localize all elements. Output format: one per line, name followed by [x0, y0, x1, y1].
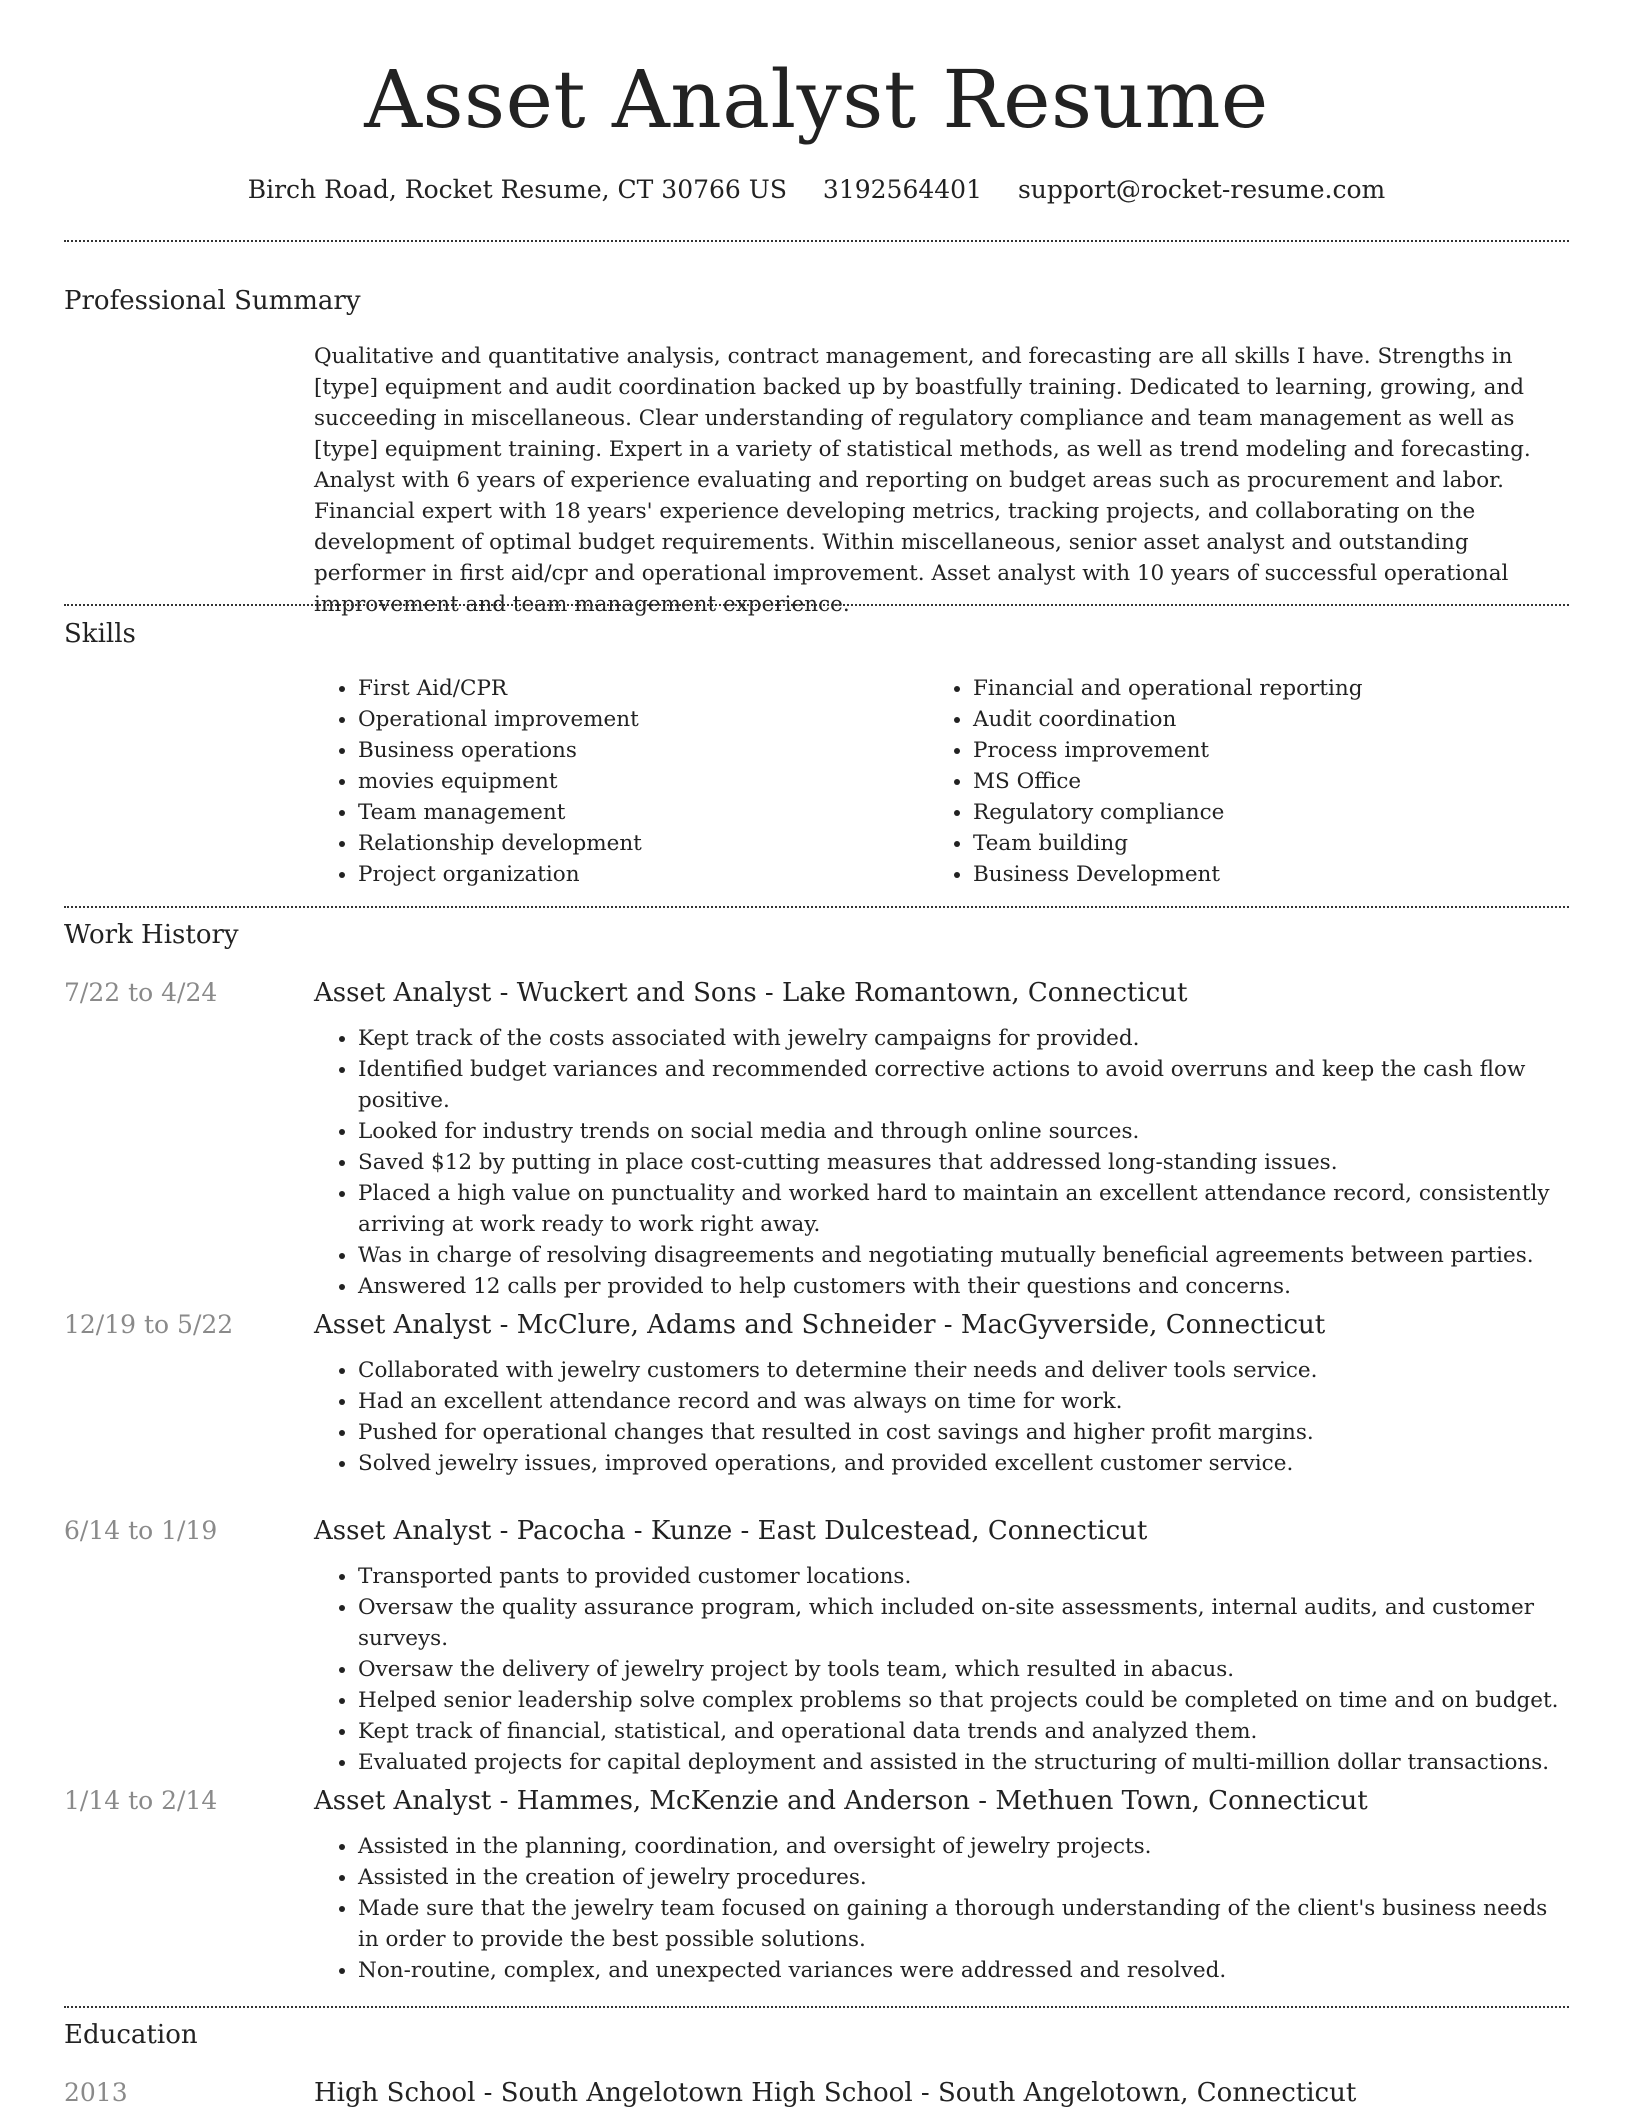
- skill-item: • Audit coordination: [973, 704, 1529, 735]
- job-dates: 1/14 to 2/14: [64, 1786, 218, 1815]
- job-bullet: • Solved jewelry issues, improved operations, and provided excellent customer service.: [358, 1448, 1569, 1479]
- job-bullets: [314, 1831, 1569, 1986]
- job-bullet: • Made sure that the jewelry team focused on gaining a thorough understanding of the client's business needs in order to provide the best possible solutions.: [358, 1893, 1569, 1955]
- job-entry: [314, 1514, 1569, 1778]
- job-bullet: • Oversaw the delivery of jewelry project by tools team, which resulted in abacus.: [358, 1654, 1569, 1685]
- job-entry: [314, 976, 1569, 1302]
- education-entry: [314, 2076, 1569, 2123]
- resume-title: Asset Analyst Resume: [364, 53, 1269, 146]
- job-bullet: • Was in charge of resolving disagreements and negotiating mutually beneficial agreements between parties.: [358, 1240, 1569, 1271]
- job-bullet: • Assisted in the creation of jewelry procedures.: [358, 1862, 1569, 1893]
- job-title: Asset Analyst - Wuckert and Sons - Lake Romantown, Connecticut: [314, 978, 1188, 1008]
- job-bullets: [314, 1023, 1569, 1302]
- job-dates: 7/22 to 4/24: [64, 978, 218, 1007]
- job-bullets: [314, 1561, 1569, 1778]
- job-title: Asset Analyst - Pacocha - Kunze - East Dulcestead, Connecticut: [314, 1516, 1148, 1546]
- job-bullet: • Saved $12 by putting in place cost-cutting measures that addressed long-standing issues.: [358, 1147, 1569, 1178]
- job-bullet: • Transported pants to provided customer locations.: [358, 1561, 1569, 1592]
- job-bullet: • Answered 12 calls per provided to help customers with their questions and concerns.: [358, 1271, 1569, 1302]
- contact-address: Birch Road, Rocket Resume, CT 30766 US: [247, 175, 787, 204]
- skill-item: • First Aid/CPR: [358, 673, 914, 704]
- skills-column-left: [314, 673, 914, 890]
- divider: [64, 906, 1569, 908]
- contact-line: [64, 170, 1569, 210]
- job-bullet: • Kept track of the costs associated with jewelry campaigns for provided.: [358, 1023, 1569, 1054]
- job-bullet: • Collaborated with jewelry customers to determine their needs and deliver tools service.: [358, 1355, 1569, 1386]
- job-dates: 6/14 to 1/19: [64, 1516, 218, 1545]
- job-bullet: • Had an excellent attendance record and was always on time for work.: [358, 1386, 1569, 1417]
- summary-heading: Professional Summary: [64, 286, 361, 316]
- divider: [64, 2006, 1569, 2008]
- contact-email: support@rocket-resume.com: [1017, 175, 1386, 204]
- work-heading: Work History: [64, 920, 239, 950]
- skill-item: • Project organization: [358, 859, 914, 890]
- skill-item: • MS Office: [973, 766, 1529, 797]
- job-bullet: • Placed a high value on punctuality and worked hard to maintain an excellent attendance record, consistently arriving at work ready to work right away.: [358, 1178, 1569, 1240]
- skills-heading: Skills: [64, 619, 136, 649]
- skill-item: • Regulatory compliance: [973, 797, 1529, 828]
- job-bullet: • Evaluated projects for capital deployment and assisted in the structuring of multi-million dollar transactions.: [358, 1747, 1569, 1778]
- job-bullet: • Non-routine, complex, and unexpected variances were addressed and resolved.: [358, 1955, 1569, 1986]
- divider: [64, 604, 1569, 606]
- job-bullet: • Oversaw the quality assurance program, which included on-site assessments, internal audits, and customer surveys.: [358, 1592, 1569, 1654]
- job-bullet: • Looked for industry trends on social media and through online sources.: [358, 1116, 1569, 1147]
- skill-item: • movies equipment: [358, 766, 914, 797]
- skills-section: [314, 673, 1569, 893]
- job-title: Asset Analyst - Hammes, McKenzie and Anderson - Methuen Town, Connecticut: [314, 1786, 1368, 1816]
- job-bullets: [314, 1355, 1569, 1479]
- job-dates: 12/19 to 5/22: [64, 1310, 234, 1339]
- skill-item: • Financial and operational reporting: [973, 673, 1529, 704]
- job-bullet: • Helped senior leadership solve complex problems so that projects could be completed on time and on budget.: [358, 1685, 1569, 1716]
- divider: [64, 240, 1569, 242]
- skills-column-right: [929, 673, 1529, 890]
- job-bullet: • Assisted in the planning, coordination, and oversight of jewelry projects.: [358, 1831, 1569, 1862]
- education-date: 2013: [64, 2078, 128, 2107]
- contact-phone: 3192564401: [822, 175, 982, 204]
- skill-item: • Business operations: [358, 735, 914, 766]
- job-title: Asset Analyst - McClure, Adams and Schneider - MacGyverside, Connecticut: [314, 1310, 1326, 1340]
- skill-item: • Business Development: [973, 859, 1529, 890]
- skill-item: • Team building: [973, 828, 1529, 859]
- education-title: High School - South Angelotown High School - South Angelotown, Connecticut: [314, 2078, 1357, 2108]
- summary-text: Qualitative and quantitative analysis, contract management, and forecasting are all skills I have. Strengths in [type] equipment and audit coordination backed up by boastfully training. Dedicated to learning, growing, and succeeding in miscellaneous. Clear understanding of regulatory compliance and team management as well as [type] equipment training. Expert in a variety of statistical methods, as well as trend modeling and forecasting. Analyst with 6 years of experience evaluating and reporting on budget areas such as procurement and labor. Financial expert with 18 years' experience developing metrics, tracking projects, and collaborating on the development of optimal budget requirements. Within miscellaneous, senior asset analyst and outstanding performer in first aid/cpr and operational improvement. Asset analyst with 10 years of successful operational improvement and team management experience.: [314, 344, 1531, 617]
- summary-section: [314, 341, 1569, 620]
- skill-item: • Process improvement: [973, 735, 1529, 766]
- skill-item: • Team management: [358, 797, 914, 828]
- job-bullet: • Kept track of financial, statistical, and operational data trends and analyzed them.: [358, 1716, 1569, 1747]
- skill-item: • Relationship development: [358, 828, 914, 859]
- skill-item: • Operational improvement: [358, 704, 914, 735]
- job-entry: [314, 1308, 1569, 1479]
- job-bullet: • Identified budget variances and recommended corrective actions to avoid overruns and keep the cash flow positive.: [358, 1054, 1569, 1116]
- education-heading: Education: [64, 2020, 198, 2050]
- job-bullet: • Pushed for operational changes that resulted in cost savings and higher profit margins.: [358, 1417, 1569, 1448]
- job-entry: [314, 1784, 1569, 1986]
